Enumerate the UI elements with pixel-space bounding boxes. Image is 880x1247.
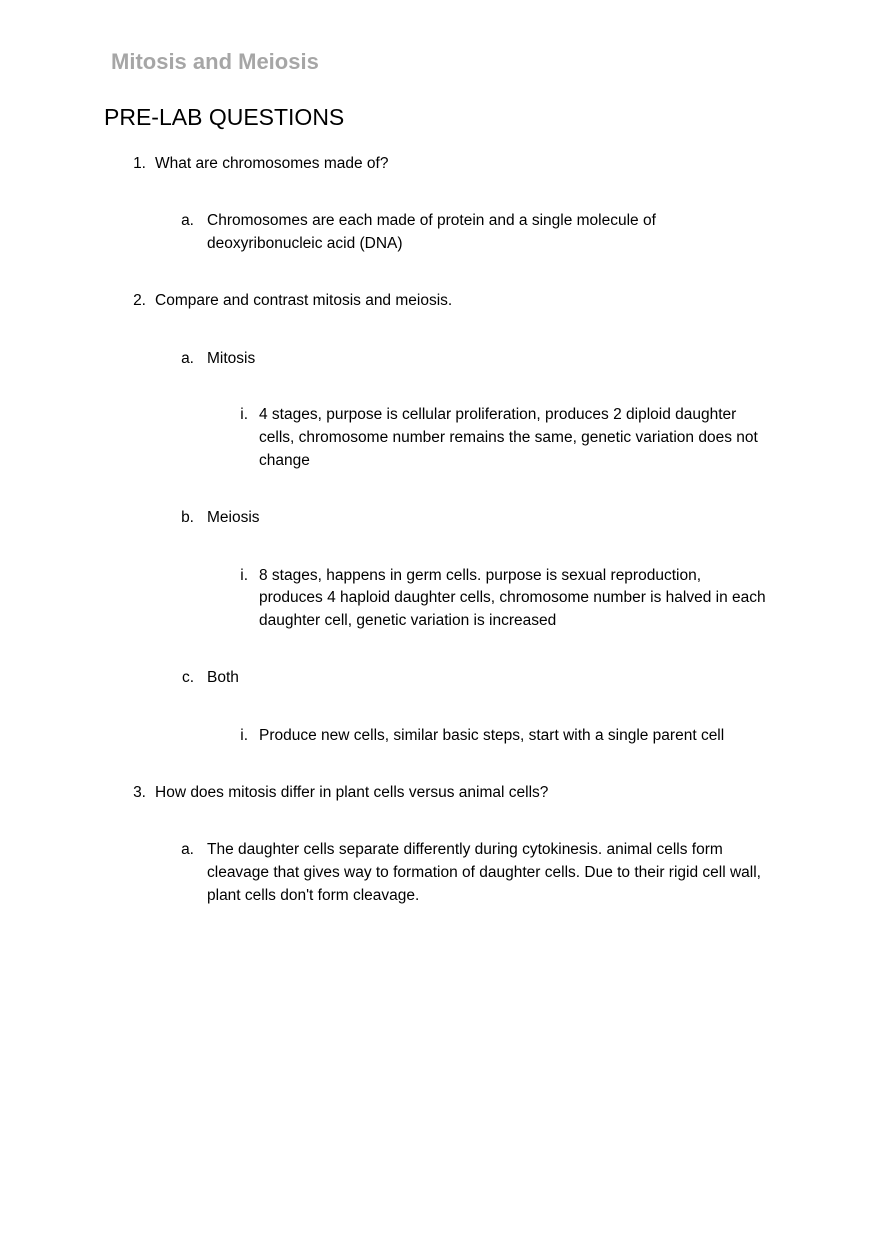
detail-line: 4 stages, purpose is cellular proliferation, produces 2 diploid daughter (259, 406, 737, 423)
detail-line: change (259, 452, 310, 469)
question-text: What are chromosomes made of? (155, 155, 389, 172)
answer-marker: a. (181, 212, 194, 229)
answer-label: Meiosis (207, 509, 260, 526)
question-number: 3. (133, 784, 146, 801)
detail-line: produces 4 haploid daughter cells, chromosome number is halved in each (259, 589, 766, 606)
answer-line: deoxyribonucleic acid (DNA) (207, 235, 403, 252)
question-text: Compare and contrast mitosis and meiosis. (155, 292, 453, 309)
answer-line: plant cells don't form cleavage. (207, 887, 420, 904)
answer-line: cleavage that gives way to formation of daughter cells. Due to their rigid cell wall, (207, 864, 761, 881)
answer-marker: c. (181, 669, 194, 686)
answer-label: Mitosis (207, 350, 256, 367)
question-number: 1. (133, 155, 146, 172)
detail-line: daughter cell, genetic variation is increased (259, 612, 557, 629)
detail-line: cells, chromosome number remains the same, genetic variation does not (259, 429, 758, 446)
question-number: 2. (133, 292, 146, 309)
detail-line: Produce new cells, similar basic steps, start with a single parent cell (259, 727, 725, 744)
section-heading: PRE-LAB QUESTIONS (104, 104, 345, 130)
answer-marker: a. (181, 841, 194, 858)
detail-marker: i. (240, 727, 248, 744)
detail-marker: i. (240, 567, 248, 584)
detail-marker: i. (240, 406, 248, 423)
question-text: How does mitosis differ in plant cells versus animal cells? (155, 784, 549, 801)
detail-line: 8 stages, happens in germ cells. purpose is sexual reproduction, (259, 567, 701, 584)
answer-marker: a. (181, 350, 194, 367)
answer-label: Both (207, 669, 239, 686)
answer-marker: b. (181, 509, 194, 526)
document-title: Mitosis and Meiosis (111, 49, 319, 74)
answer-line: The daughter cells separate differently during cytokinesis. animal cells form (207, 841, 723, 858)
answer-line: Chromosomes are each made of protein and a single molecule of (207, 212, 656, 229)
